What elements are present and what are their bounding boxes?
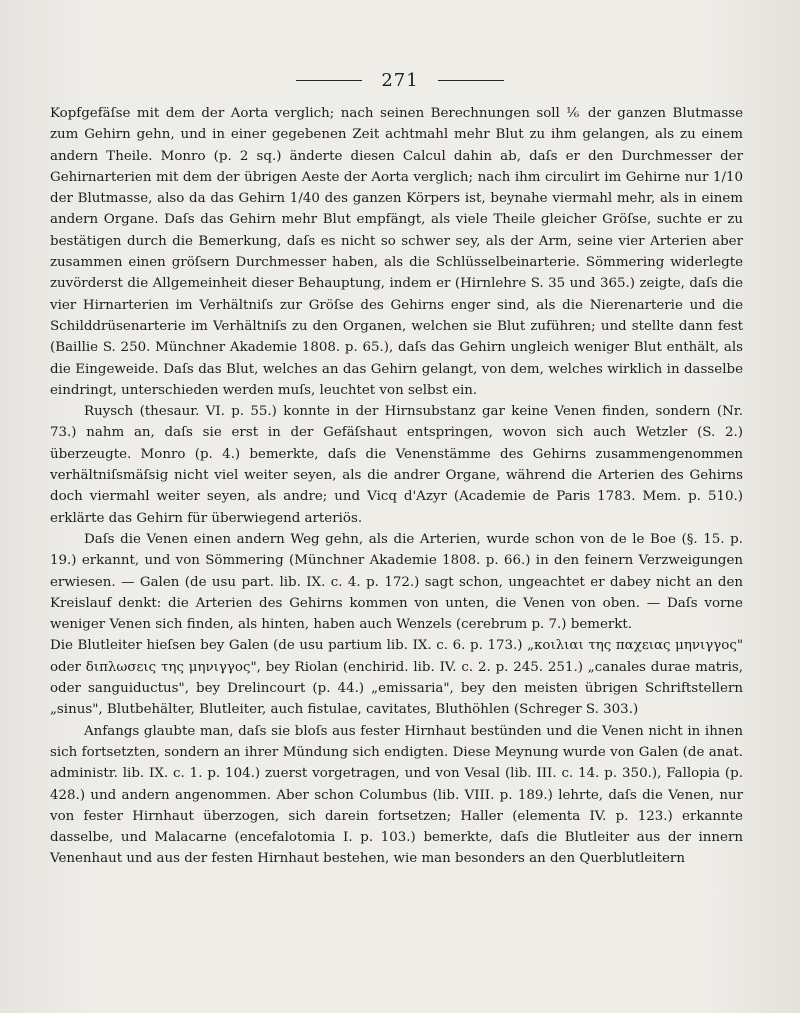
header-rule-right	[438, 80, 504, 81]
paragraph: Kopfgefäſse mit dem der Aorta verglich; nach seinen Berechnungen soll ⅙ der ganzen Blutmasse zum Gehirn gehn, und in einer gegebenen Zeit achtmahl mehr Blut zu ihm gelangen, als zu einem andern Theile. Monro (p. 2 sq.) änderte diesen Calcul dahin ab, daſs er den Durchmesser der Gehirnarterien mit dem der übrigen Aeste der Aorta verglich; nach ihm circulirt im Gehirne nur 1/10 der Blutmasse, also da das Gehirn 1/40 des ganzen Körpers ist, beynahe viermahl mehr, als in einem andern Organe. Daſs das Gehirn mehr Blut empfängt, als viele Theile gleicher Gröſse, suchte er zu bestätigen durch die Bemerkung, daſs es nicht so schwer sey, als der Arm, seine vier Arterien aber zusammen einen gröſsern Durchmesser haben, als die Schlüsselbeinarterie. Sömmering widerlegte zuvörderst die Allgemeinheit dieser Behauptung, indem er (Hirnlehre S. 35 und 365.) zeigte, daſs die vier Hirnarterien im Verhältniſs zur Gröſse des Gehirns enger sind, als die Nierenarterie und die Schilddrüsenarterie im Verhältniſs zu den Organen, welchen sie Blut zuführen; und stellte dann fest (Baillie S. 250. Münchner Akademie 1808. p. 65.), daſs das Gehirn ungleich weniger Blut enthält, als die Eingeweide. Daſs das Blut, welches an das Gehirn gelangt, von dem, welches wirklich in dasselbe eindringt, unterschieden werden muſs, leuchtet von selbst ein.	[50, 106, 743, 398]
page-number: 271	[381, 70, 419, 91]
paragraph: Daſs die Venen einen andern Weg gehn, als die Arterien, wurde schon von de le Boe (§. 15. p. 19.) erkannt, und von Sömmering (Münchner Akademie 1808. p. 66.) in den feinern Verzweigungen erwiesen. — Galen (de usu part. lib. IX. c. 4. p. 172.) sagt schon, ungeachtet er dabey nicht an den Kreislauf denkt: die Arterien des Gehirns kommen von unten, die Venen von oben. — Daſs vorne weniger Venen sich finden, als hinten, haben auch Wenzels (cerebrum p. 7.) bemerkt.	[50, 531, 743, 633]
paragraph: Anfangs glaubte man, daſs sie bloſs aus fester Hirnhaut bestünden und die Venen nicht in ihnen sich fortsetzten, sondern an ihrer Mündung sich endigten. Diese Meynung wurde von Galen (de anat. administr. lib. IX. c. 1. p. 104.) zuerst vorgetragen, und von Vesal (lib. III. c. 14. p. 350.), Fallopia (p. 428.) und andern angenommen. Aber schon Columbus (lib. VIII. p. 189.) lehrte, daſs die Venen, nur von fester Hirnhaut überzogen, sich darein fortsetzen; Haller (elementa IV. p. 123.) erkannte dasselbe, und Malacarne (encefalotomia I. p. 103.) bemerkte, daſs die Blutleiter aus der innern Venenhaut und aus der festen Hirnhaut bestehen, wie man besonders an den Querblutleitern	[50, 723, 743, 867]
page-header	[0, 70, 800, 91]
header-rule-left	[296, 80, 362, 81]
page-body	[50, 103, 743, 870]
paragraph: Die Blutleiter hieſsen bey Galen (de usu partium lib. IX. c. 6. p. 173.) „κοιλιαι της παχειας μηνιγγος" oder διπλωσεις της μηνιγγος", bey Riolan (enchirid. lib. IV. c. 2. p. 245. 251.) „canales durae matris, oder sanguiductus", bey Drelincourt (p. 44.) „emissaria", bey den meisten übrigen Schriftstellern „sinus", Blutbehälter, Blutleiter, auch fistulae, cavitates, Bluthöhlen (Schreger S. 303.)	[50, 638, 743, 718]
paragraph: Ruysch (thesaur. VI. p. 55.) konnte in der Hirnsubstanz gar keine Venen finden, sondern (Nr. 73.) nahm an, daſs sie erst in der Gefäſshaut entspringen, wovon sich auch Wetzler (S. 2.) überzeugte. Monro (p. 4.) bemerkte, daſs die Venenstämme des Gehirns zusammengenommen verhältniſsmäſsig nicht viel weiter seyen, als die andrer Organe, während die Arterien des Gehirns doch viermahl weiter seyen, als andre; und Vicq d'Azyr (Academie de Paris 1783. Mem. p. 510.) erklärte das Gehirn für überwiegend arteriös.	[50, 404, 743, 526]
